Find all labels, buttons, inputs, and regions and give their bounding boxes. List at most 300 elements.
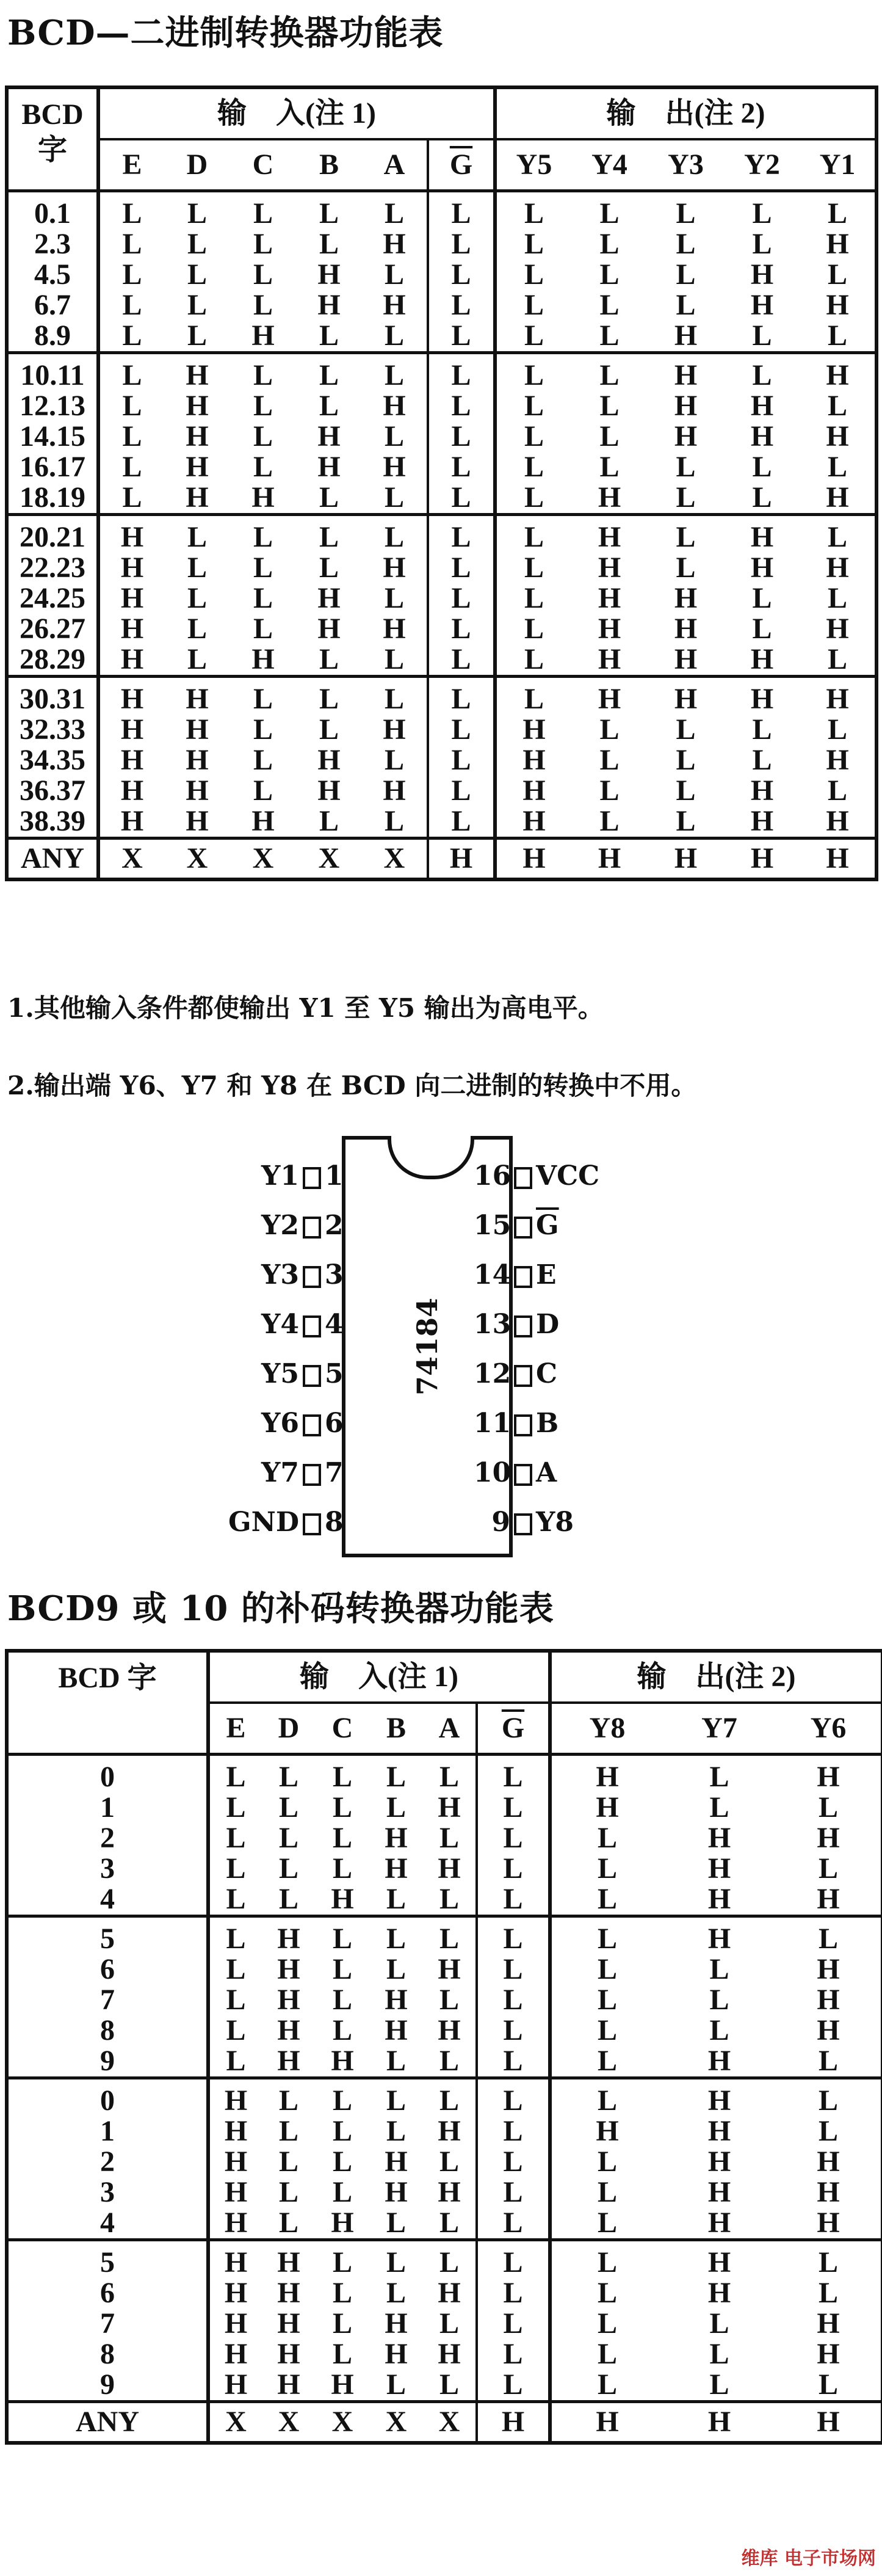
pin-number: 2: [325, 1210, 344, 1241]
table-cell: L: [253, 420, 273, 453]
pin-7: [208, 1457, 361, 1488]
table-cell: L: [550, 2370, 663, 2402]
table-cell: H: [186, 481, 209, 514]
pin-pad: [303, 1365, 321, 1387]
table-cell: H: [571, 839, 648, 880]
table-cell: L: [676, 713, 696, 746]
table-cell: H: [251, 805, 275, 837]
table-cell: H: [438, 1852, 461, 1885]
table-row: [7, 353, 877, 391]
table-cell: L: [384, 582, 404, 614]
table-cell: L: [676, 258, 696, 291]
table-cell: H: [208, 2177, 262, 2208]
table-cell: H: [663, 2402, 776, 2443]
table-cell: H: [707, 1852, 731, 1885]
table-cell: H: [826, 481, 849, 514]
table-row: [7, 2240, 882, 2279]
table-cell: L: [709, 2307, 729, 2340]
table-cell: L: [423, 1755, 477, 1793]
table-cell: H: [186, 805, 209, 837]
pin-number: 8: [325, 1507, 344, 1538]
table-cell: L: [550, 1954, 663, 1985]
table-cell: X: [230, 839, 296, 880]
table-cell: L: [477, 2278, 550, 2309]
table-cell: H: [817, 1883, 840, 1915]
table-cell: L: [477, 2208, 550, 2240]
table-cell: H: [495, 806, 571, 839]
row-label: 32.33: [20, 713, 85, 746]
table-cell: L: [386, 2115, 406, 2147]
table-row: [7, 321, 877, 353]
table-cell: L: [439, 1883, 459, 1915]
row-label: 18.19: [20, 481, 85, 514]
row-label: ANY: [7, 2402, 208, 2443]
table-row: [7, 1985, 882, 2015]
table-row: [7, 2278, 882, 2309]
table-cell: H: [800, 677, 877, 715]
table-cell: L: [676, 551, 696, 584]
table-cell: H: [826, 805, 849, 837]
table-row: [7, 2078, 882, 2117]
table-row: [7, 1792, 882, 1823]
table-cell: L: [386, 2368, 406, 2401]
table-row: [7, 391, 877, 421]
table-cell: L: [384, 420, 404, 453]
table-cell: H: [776, 2402, 882, 2443]
table-cell: L: [477, 1755, 550, 1793]
pin-16: [474, 1160, 627, 1192]
table-cell: H: [438, 2338, 461, 2370]
table-cell: H: [331, 2207, 354, 2239]
table-cell: L: [828, 713, 848, 746]
pin-9: [474, 1507, 627, 1538]
table-cell: L: [828, 582, 848, 614]
table-cell: L: [428, 482, 495, 515]
table-cell: H: [438, 2014, 461, 2047]
row-label: 16.17: [20, 451, 85, 483]
col-header-b: B: [319, 148, 339, 181]
table-cell: L: [428, 260, 495, 290]
pin-pad: [514, 1414, 532, 1436]
row-label: 22.23: [20, 551, 85, 584]
table-cell: H: [438, 2277, 461, 2309]
table-cell: H: [251, 643, 275, 675]
col-header-y4: Y4: [591, 148, 627, 181]
table-cell: L: [550, 2177, 663, 2208]
table-cell: H: [208, 2116, 262, 2147]
table-cell: L: [428, 553, 495, 583]
table-cell: L: [187, 551, 207, 584]
pin-10: [474, 1457, 627, 1488]
pin-label: Y3: [261, 1259, 299, 1290]
table-cell: L: [296, 353, 362, 391]
table-cell: H: [277, 2014, 300, 2047]
col-header-y2: Y2: [744, 148, 780, 181]
table-cell: L: [208, 1755, 262, 1793]
table-cell: L: [98, 260, 164, 290]
pin-pad: [514, 1513, 532, 1535]
table-cell: L: [278, 1822, 298, 1854]
output-header: 输 出(注 2): [550, 1651, 882, 1703]
table-cell: H: [277, 1953, 300, 1985]
table-cell: H: [750, 420, 774, 453]
pin-label: Y7: [261, 1457, 299, 1488]
input-header: 输 入(注 1): [98, 87, 495, 139]
table-cell: L: [819, 2045, 839, 2077]
table-cell: L: [253, 228, 273, 260]
table-cell: L: [676, 228, 696, 260]
table-cell: L: [676, 289, 696, 321]
table-cell: H: [208, 2370, 262, 2402]
table-cell: L: [776, 2240, 882, 2279]
row-label: 14.15: [20, 420, 85, 453]
col-header-a: A: [438, 1712, 460, 1744]
table-cell: H: [317, 582, 341, 614]
table-cell: L: [676, 451, 696, 483]
table-cell: L: [384, 805, 404, 837]
table-row: [7, 482, 877, 515]
table-cell: L: [316, 2078, 369, 2117]
col-header-e: E: [98, 139, 164, 191]
table-cell: L: [164, 191, 230, 230]
table-cell: L: [709, 1984, 729, 2016]
table-cell: L: [362, 677, 428, 715]
table-cell: L: [362, 353, 428, 391]
table-cell: H: [817, 2207, 840, 2239]
table-cell: H: [674, 319, 698, 352]
table-cell: L: [599, 319, 620, 352]
table-cell: L: [208, 1792, 262, 1823]
table-row: [7, 715, 877, 745]
table-cell: L: [98, 321, 164, 353]
table-cell: H: [750, 774, 774, 807]
row-label: 3: [100, 1852, 115, 1885]
table-cell: H: [385, 2307, 408, 2340]
table-cell: L: [319, 390, 339, 422]
table-cell: L: [208, 1985, 262, 2015]
table-cell: L: [819, 1791, 839, 1824]
bcd-complement-function-table: [5, 1649, 882, 2445]
watermark-logo: 维库 电子市场网: [741, 2548, 876, 2569]
table-cell: L: [676, 774, 696, 807]
table-cell: H: [750, 643, 774, 675]
table-cell: L: [495, 583, 571, 614]
table-cell: L: [477, 2309, 550, 2339]
table-cell: L: [362, 515, 428, 553]
table-cell: H: [800, 839, 877, 880]
table-row: [7, 2370, 882, 2402]
table-cell: H: [98, 553, 164, 583]
table-cell: H: [428, 839, 495, 880]
table-row: [7, 260, 877, 290]
table-cell: L: [278, 1791, 298, 1824]
table-cell: L: [571, 191, 648, 230]
table-cell: L: [296, 515, 362, 553]
table-cell: L: [319, 713, 339, 746]
table-cell: L: [752, 582, 772, 614]
table-cell: L: [477, 2046, 550, 2078]
table-cell: H: [98, 583, 164, 614]
table-cell: H: [648, 677, 724, 715]
any-row: [7, 2402, 882, 2443]
table-cell: L: [187, 289, 207, 321]
table-cell: L: [550, 2339, 663, 2370]
table-cell: L: [428, 191, 495, 230]
row-label: 5: [7, 2240, 208, 2279]
col-header-d: D: [186, 148, 208, 181]
table-cell: H: [707, 1883, 731, 1915]
table-cell: H: [98, 806, 164, 839]
table-cell: L: [428, 715, 495, 745]
table-cell: H: [817, 2014, 840, 2047]
table-cell: L: [776, 1916, 882, 1955]
table-cell: H: [277, 2307, 300, 2340]
table-cell: H: [317, 258, 341, 291]
table-row: [7, 614, 877, 644]
table-cell: L: [319, 319, 339, 352]
table-cell: L: [477, 2147, 550, 2177]
table-cell: L: [253, 258, 273, 291]
table-cell: L: [332, 1791, 352, 1824]
table-cell: X: [296, 839, 362, 880]
table-cell: L: [828, 390, 848, 422]
table-cell: L: [332, 2338, 352, 2370]
col-header-y1: Y1: [819, 148, 856, 181]
table-cell: L: [253, 451, 273, 483]
table-cell: H: [495, 839, 571, 880]
table-cell: H: [331, 2045, 354, 2077]
table-cell: H: [383, 613, 406, 645]
pin-label: VCC: [536, 1160, 600, 1192]
table-cell: H: [331, 1883, 354, 1915]
table-row: [7, 515, 877, 553]
table-cell: L: [253, 774, 273, 807]
row-label: ANY: [7, 839, 98, 880]
row-label: 4: [100, 2207, 115, 2239]
table-cell: L: [648, 191, 724, 230]
table-cell: H: [817, 2307, 840, 2340]
table-cell: H: [663, 2240, 776, 2279]
row-label: 6: [100, 1953, 115, 1985]
row-label: 26.27: [20, 613, 85, 645]
table-cell: L: [296, 191, 362, 230]
table-cell: L: [386, 2207, 406, 2239]
pin-label: Y4: [261, 1309, 299, 1340]
table-cell: H: [750, 805, 774, 837]
table-cell: H: [674, 582, 698, 614]
table-cell: X: [98, 839, 164, 880]
table-row: [7, 191, 877, 230]
table-cell: L: [386, 2277, 406, 2309]
table-cell: H: [317, 613, 341, 645]
col-header-e: E: [208, 1703, 262, 1755]
table-cell: L: [724, 353, 800, 391]
pin-8: [208, 1507, 361, 1538]
table-cell: H: [817, 2176, 840, 2208]
table-cell: L: [495, 644, 571, 677]
pin-number: 1: [325, 1160, 344, 1192]
table-cell: L: [384, 319, 404, 352]
col-header-g: $\overline{G}$: [428, 139, 495, 191]
table-cell: H: [186, 390, 209, 422]
table-cell: L: [477, 1823, 550, 1854]
table-row: [7, 229, 877, 260]
table-cell: L: [752, 319, 772, 352]
table-cell: L: [369, 2078, 423, 2117]
table-cell: H: [776, 1755, 882, 1793]
table-cell: L: [550, 1854, 663, 1884]
row-label: 28.29: [20, 643, 85, 675]
table-cell: H: [186, 420, 209, 453]
pin-number: 9: [491, 1507, 510, 1538]
table-cell: L: [278, 2145, 298, 2178]
table-cell: L: [278, 2176, 298, 2208]
pin-15: [474, 1210, 627, 1241]
table-cell: L: [495, 321, 571, 353]
table-cell: L: [495, 614, 571, 644]
table-cell: L: [319, 643, 339, 675]
table-row: [7, 452, 877, 482]
table-cell: L: [752, 744, 772, 776]
table-cell: H: [277, 1984, 300, 2016]
table-cell: H: [550, 2116, 663, 2147]
table-cell: L: [332, 2115, 352, 2147]
table-cell: H: [317, 451, 341, 483]
table-cell: L: [477, 2370, 550, 2402]
table-cell: L: [709, 2338, 729, 2370]
table-cell: L: [208, 1823, 262, 1854]
table-cell: L: [477, 1792, 550, 1823]
col-header-b: B: [386, 1712, 406, 1744]
table-cell: L: [208, 1916, 262, 1955]
table-cell: L: [187, 228, 207, 260]
table-cell: L: [828, 451, 848, 483]
table-cell: H: [208, 2147, 262, 2177]
table-cell: L: [599, 258, 620, 291]
row-label: 6: [100, 2277, 115, 2309]
row-label: 10.11: [7, 353, 98, 391]
table-cell: H: [383, 551, 406, 584]
table-cell: H: [826, 228, 849, 260]
table-cell: L: [428, 745, 495, 776]
col-header-g: $\overline{G}$: [477, 1703, 550, 1755]
table-cell: L: [332, 1822, 352, 1854]
table-cell: L: [439, 2368, 459, 2401]
table-cell: H: [817, 1984, 840, 2016]
row-label: 9: [100, 2368, 115, 2401]
table-cell: L: [98, 452, 164, 482]
column-header-row: [7, 139, 877, 191]
row-label: 4: [100, 1883, 115, 1915]
table-cell: H: [251, 481, 275, 514]
table-cell: L: [752, 228, 772, 260]
pin-number: 16: [474, 1160, 511, 1192]
table-cell: L: [550, 1823, 663, 1854]
table-cell: L: [800, 515, 877, 553]
row-label: 3: [100, 2176, 115, 2208]
table-cell: H: [648, 353, 724, 391]
corner-line-1: BCD: [21, 98, 84, 131]
table-cell: L: [362, 191, 428, 230]
table-cell: L: [709, 1953, 729, 1985]
table-cell: H: [750, 289, 774, 321]
table-cell: L: [663, 1755, 776, 1793]
table-cell: H: [495, 776, 571, 806]
table-row: [7, 1823, 882, 1854]
table-cell: L: [187, 319, 207, 352]
table-cell: L: [423, 1916, 477, 1955]
table-cell: L: [439, 1822, 459, 1854]
table-cell: H: [663, 2078, 776, 2117]
table-cell: H: [663, 1916, 776, 1955]
pin-number: 5: [325, 1358, 344, 1389]
row-label: 7: [100, 2307, 115, 2340]
table-cell: H: [317, 774, 341, 807]
table-cell: H: [98, 745, 164, 776]
row-label: 2: [100, 1822, 115, 1854]
table-cell: H: [817, 2338, 840, 2370]
table-row: [7, 1854, 882, 1884]
table-cell: L: [428, 806, 495, 839]
pin-label: GND: [228, 1507, 299, 1538]
table-cell: L: [428, 677, 495, 715]
pin-pad: [303, 1217, 321, 1239]
table-cell: L: [428, 776, 495, 806]
table-cell: H: [385, 2145, 408, 2178]
table-cell: L: [819, 2277, 839, 2309]
table-cell: L: [477, 1985, 550, 2015]
pin-label: C: [536, 1358, 558, 1389]
table-cell: L: [98, 482, 164, 515]
table-cell: H: [495, 715, 571, 745]
table-cell: L: [278, 1883, 298, 1915]
table-cell: L: [599, 713, 620, 746]
row-label: 1: [100, 2115, 115, 2147]
row-label: 0: [7, 1755, 208, 1793]
table-cell: H: [262, 1916, 316, 1955]
table-cell: H: [438, 2115, 461, 2147]
table-cell: L: [828, 319, 848, 352]
pin-4: [208, 1309, 361, 1340]
table-cell: L: [550, 2309, 663, 2339]
col-header-y6: Y6: [810, 1712, 847, 1744]
table-cell: X: [362, 839, 428, 880]
table-cell: L: [187, 258, 207, 291]
col-header-y5: Y5: [495, 139, 571, 191]
table-cell: H: [800, 353, 877, 391]
table-cell: H: [208, 2339, 262, 2370]
row-label: 7: [100, 1984, 115, 2016]
table-cell: L: [428, 614, 495, 644]
table-cell: L: [278, 1852, 298, 1885]
table-row: [7, 2177, 882, 2208]
table-cell: H: [317, 289, 341, 321]
row-label: 6.7: [34, 289, 71, 321]
table-cell: H: [750, 551, 774, 584]
table-cell: L: [477, 2116, 550, 2147]
table-cell: L: [439, 1984, 459, 2016]
pin-pad: [514, 1365, 532, 1387]
row-label: 2.3: [34, 228, 71, 260]
table-cell: L: [776, 2078, 882, 2117]
table-cell: H: [208, 2208, 262, 2240]
table-cell: H: [208, 2278, 262, 2309]
table-cell: L: [386, 1791, 406, 1824]
table-cell: L: [477, 2177, 550, 2208]
col-header-y3: Y3: [668, 148, 704, 181]
row-label: 24.25: [20, 582, 85, 614]
row-label: 0.1: [7, 191, 98, 230]
